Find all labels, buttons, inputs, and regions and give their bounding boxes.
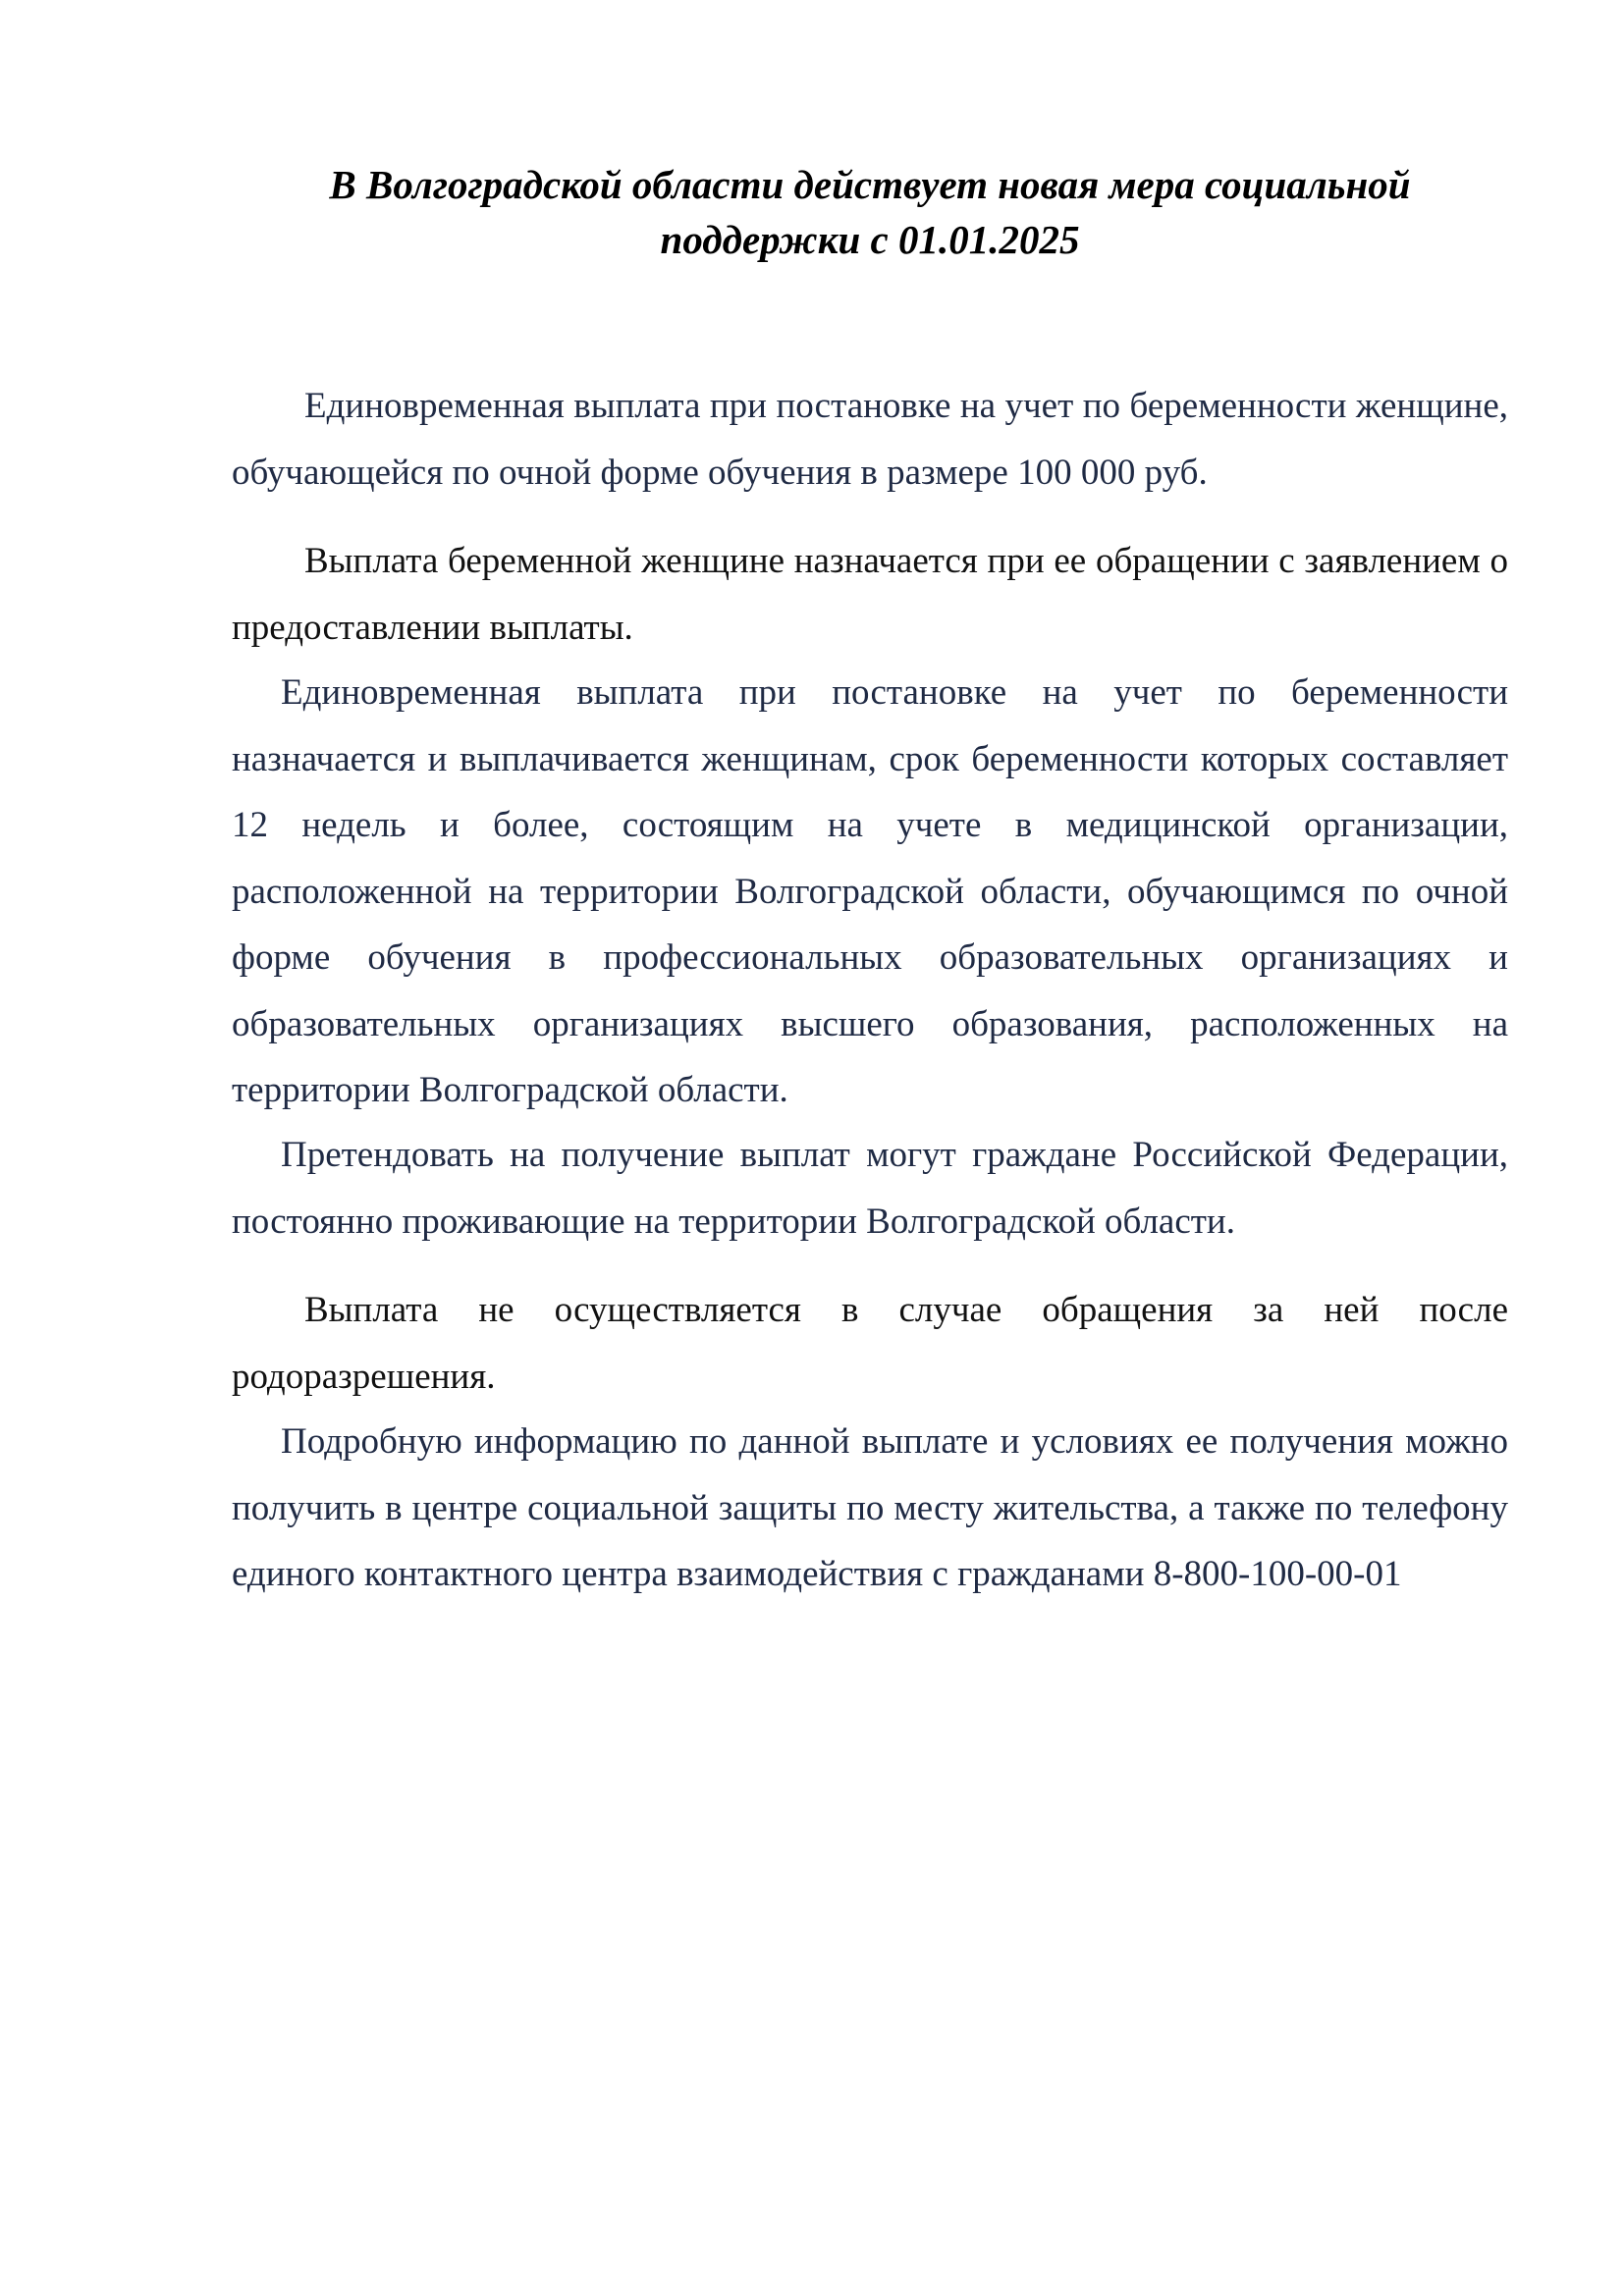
paragraph-application: Выплата беременной женщине назначается при ее обращении с заявлением о предоставлении выплаты. <box>232 541 1508 648</box>
paragraph-eligibility-conditions: Единовременная выплата при постановке на учет по беременности назначается и выплачивается женщинам, срок беременности которых составляет 12 недель и более, состоящим на учете в медицинской организации, расположенной на территории Волгоградской области, обучающимся по очной форме обучения в профессиональных образовательных организациях и образовательных организациях высшего образования, расположенных на территории Волгоградской области. <box>232 672 1508 1110</box>
paragraph-citizenship: Претендовать на получение выплат могут граждане Российской Федерации, постоянно проживающие на территории Волгоградской области. <box>232 1135 1508 1242</box>
paragraph-lump-sum-payment: Единовременная выплата при постановке на учет по беременности женщине, обучающейся по очной форме обучения в размере 100 000 руб. <box>232 386 1508 493</box>
paragraph-exclusion: Выплата не осуществляется в случае обращения за ней после родоразрешения. <box>232 1290 1508 1397</box>
page-title: В Волгоградской области действует новая мера социальной поддержки с 01.01.2025 <box>329 162 1411 262</box>
paragraph-contact-info: Подробную информацию по данной выплате и условиях ее получения можно получить в центре социальной защиты по месту жительства, а также по телефону единого контактного центра взаимодействия с гражданами 8-800-100-00-01 <box>232 1421 1508 1594</box>
